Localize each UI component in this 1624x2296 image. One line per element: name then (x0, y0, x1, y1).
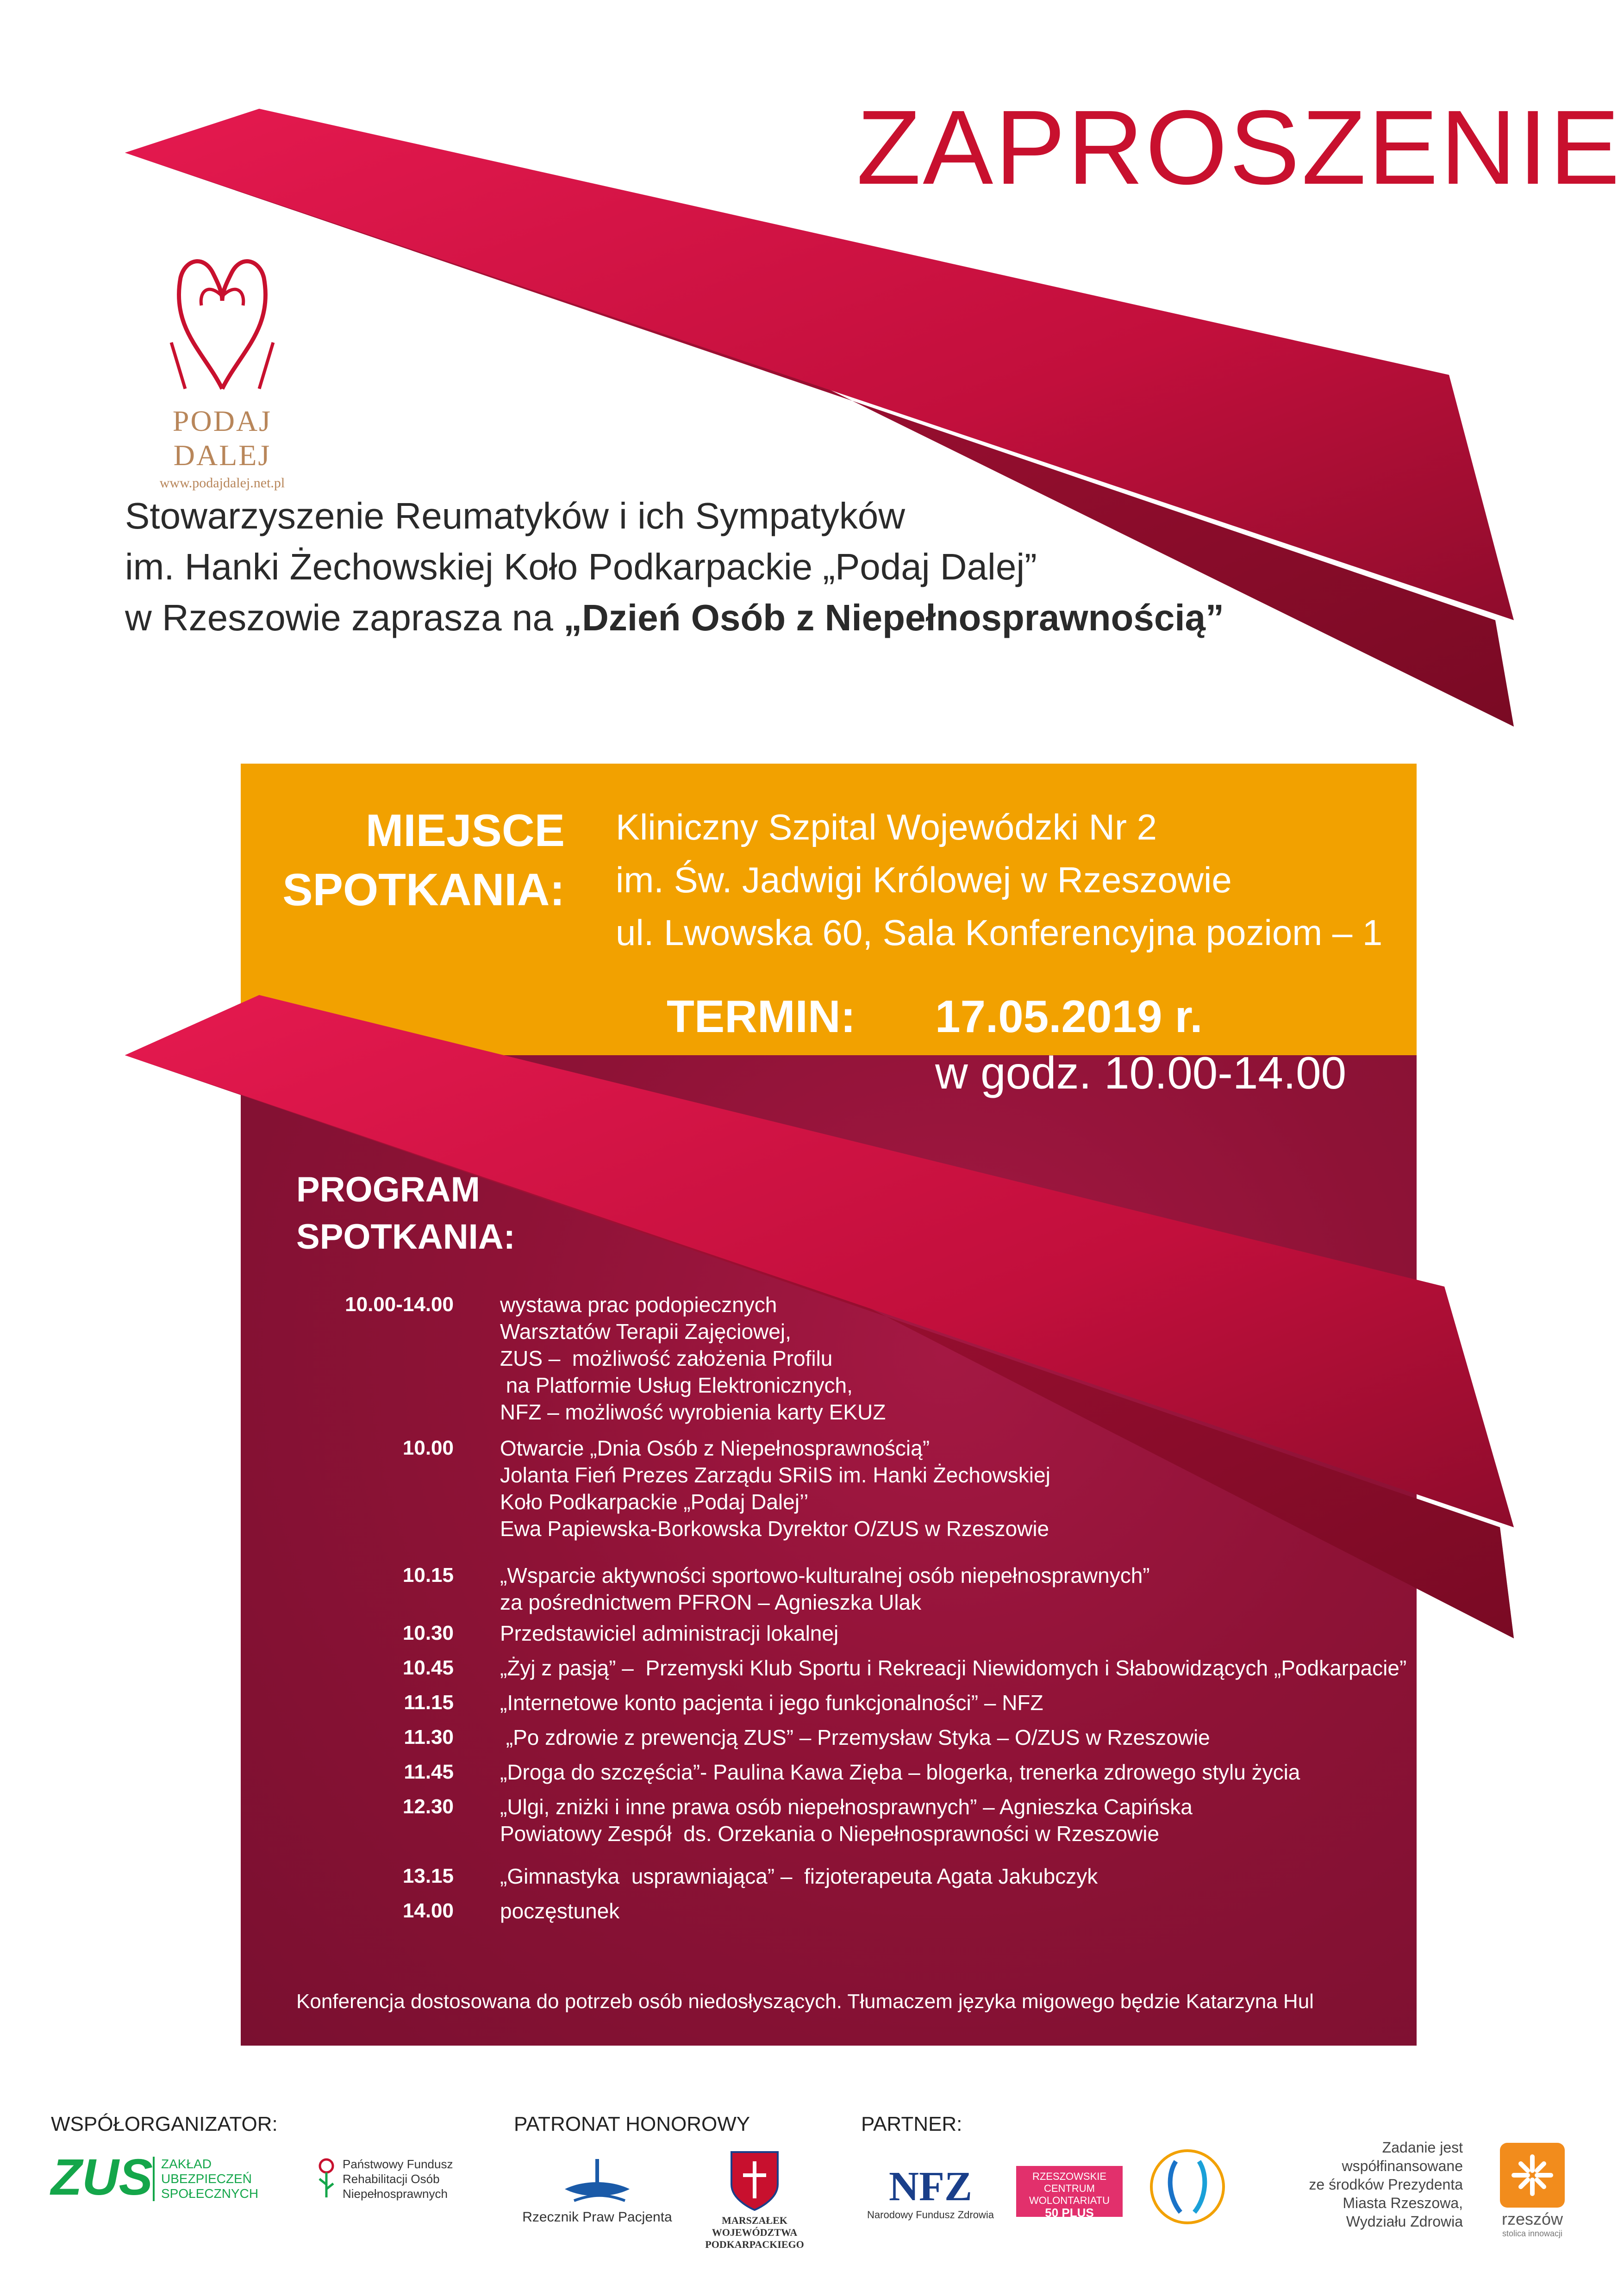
program-description-line: Powiatowy Zespół ds. Orzekania o Niepełnosprawności w Rzeszowie (500, 1822, 1160, 1846)
marszalek-text-line: WOJEWÓDZTWA (712, 2227, 798, 2238)
rzeszow-name: rzeszów (1501, 2209, 1563, 2228)
program-description-line: „Gimnastyka usprawniająca” – fizjoterapeuta Agata Jakubczyk (500, 1864, 1098, 1888)
marszalek-text-line: PODKARPACKIEGO (705, 2239, 804, 2250)
marszalek-text (694, 2215, 815, 2251)
program-item (259, 1689, 1407, 1716)
program-item (259, 1863, 1407, 1890)
program-title-line: PROGRAM (296, 1170, 480, 1209)
nfz-mark: NFZ (889, 2164, 972, 2209)
program-description-line: ZUS – możliwość założenia Profilu (500, 1346, 833, 1370)
program-time: 11.15 (404, 1691, 454, 1714)
coat-of-arms-icon (727, 2147, 782, 2212)
cofinancing-note (1241, 2138, 1463, 2231)
rzeszow-sub: stolica innowacji (1502, 2229, 1563, 2238)
cofin-line: ze środków Prezydenta (1309, 2176, 1463, 2193)
zus-text (153, 2157, 258, 2201)
intro-line: Stowarzyszenie Reumatyków i ich Sympatyków (125, 495, 906, 536)
cofin-line: Miasta Rzeszowa, (1343, 2195, 1463, 2211)
program-description-line: „Ulgi, zniżki i inne prawa osób niepełnosprawnych” – Agnieszka Capińska (500, 1795, 1193, 1819)
place-address-line: Kliniczny Szpital Wojewódzki Nr 2 (616, 807, 1157, 847)
program-description-line: „Żyj z pasją” – Przemyski Klub Sportu i Rekreacji Niewidomych i Słabowidzących „Podkarpacie” (500, 1656, 1407, 1680)
rzecznik-praw-pacjenta-logo (518, 2157, 676, 2225)
program-item (259, 1655, 1407, 1681)
program-description-line: „Droga do szczęścia”- Paulina Kawa Zięba – blogerka, trenerka zdrowego stylu życia (500, 1760, 1300, 1784)
program-description (500, 1724, 1426, 1751)
program-description (500, 1689, 1426, 1716)
place-label-line: SPOTKANIA: (282, 864, 565, 915)
program-item (259, 1724, 1407, 1751)
program-item (259, 1759, 1407, 1786)
place-address (616, 801, 1403, 959)
intro-line: im. Hanki Żechowskiej Koło Podkarpackie „Podaj Dalej” (125, 546, 1037, 587)
program-time: 10.15 (402, 1564, 454, 1587)
place-address-line: ul. Lwowska 60, Sala Konferencyjna poziom – 1 (616, 912, 1383, 953)
centrum-wolontariatu-logo (1016, 2166, 1123, 2220)
program-time: 10.30 (402, 1622, 454, 1644)
program-description-line: na Platformie Usług Elektronicznych, (500, 1373, 853, 1397)
program-description (500, 1655, 1426, 1681)
program-item (259, 1291, 1407, 1425)
program-time: 14.00 (402, 1899, 454, 1922)
rpp-text: Rzecznik Praw Pacjenta (522, 2209, 672, 2225)
invitation-title: ZAPROSZENIE (856, 89, 1622, 206)
program-time: 11.45 (404, 1761, 454, 1783)
program-description-line: Ewa Papiewska-Borkowska Dyrektor O/ZUS w Rzeszowie (500, 1517, 1049, 1541)
program-time: 10.00 (402, 1437, 454, 1459)
pfron-logo (315, 2157, 454, 2201)
pfron-text-line: Państwowy Fundusz (343, 2157, 453, 2171)
program-description-line: „Po zdrowie z prewencją ZUS” – Przemysław Styka – O/ZUS w Rzeszowie (500, 1725, 1210, 1749)
logo-url: www.podajdalej.net.pl (159, 475, 285, 491)
program-description-line: Warsztatów Terapii Zajęciowej, (500, 1319, 791, 1344)
nfz-logo (861, 2166, 1000, 2222)
cofin-line: Wydziału Zdrowia (1346, 2213, 1463, 2230)
place-label-line: MIEJSCE (365, 805, 565, 856)
rpp-emblem-icon (556, 2157, 639, 2208)
zus-mark: ZUS (51, 2149, 153, 2206)
program-item (259, 1898, 1407, 1924)
intro-line-prefix: w Rzeszowie zaprasza na (125, 597, 564, 638)
program-item (259, 1793, 1407, 1847)
program-time: 10.00-14.00 (345, 1293, 454, 1316)
nfz-text: Narodowy Fundusz Zdrowia (867, 2209, 994, 2221)
marszalek-text-line: MARSZAŁEK (722, 2215, 787, 2226)
rcw-text-line: CENTRUM (1044, 2183, 1095, 2194)
program-description-line: Przedstawiciel administracji lokalnej (500, 1621, 839, 1645)
place-address-line: im. Św. Jadwigi Królowej w Rzeszowie (616, 859, 1232, 900)
program-description-line: poczęstunek (500, 1899, 620, 1923)
term-hours: w godz. 10.00-14.00 (935, 1047, 1347, 1098)
term-label: TERMIN: (667, 991, 856, 1042)
program-description-line: wystawa prac podopiecznych (500, 1293, 777, 1317)
program-item (259, 1435, 1407, 1542)
pfron-flower-icon (315, 2157, 338, 2198)
rcw-text-line: WOLONTARIATU (1029, 2195, 1110, 2206)
coorganizer-label: WSPÓŁORGANIZATOR: (51, 2113, 278, 2135)
program-time: 12.30 (402, 1795, 454, 1818)
program-description-line: „Internetowe konto pacjenta i jego funkcjonalności” – NFZ (500, 1691, 1043, 1715)
zus-text-line: ZAKŁAD (161, 2157, 212, 2171)
faces-circle-logo-icon (1148, 2147, 1227, 2226)
rzeszow-star-icon (1500, 2143, 1565, 2208)
patronage-label: PATRONAT HONOROWY (514, 2113, 750, 2135)
cofin-line: współfinansowane (1342, 2158, 1463, 2174)
program-description-line: Jolanta Fień Prezes Zarządu SRiIS im. Hanki Żechowskiej (500, 1463, 1050, 1487)
pfron-text-line: Rehabilitacji Osób (343, 2172, 440, 2186)
program-item (259, 1620, 1407, 1647)
program-description (500, 1562, 1426, 1616)
place-label (259, 801, 565, 919)
program-description-line: „Wsparcie aktywności sportowo-kulturalnej osób niepełnosprawnych” (500, 1563, 1150, 1587)
program-item (259, 1562, 1407, 1616)
rzeszow-logo (1491, 2143, 1574, 2239)
program-title (296, 1166, 515, 1261)
program-description (500, 1793, 1426, 1847)
rzeszow-mark-icon (1500, 2143, 1565, 2208)
rcw-text-line: RZESZOWSKIE (1032, 2171, 1107, 2182)
cofin-line: Zadanie jest (1382, 2139, 1463, 2156)
term-date: 17.05.2019 r. (935, 991, 1203, 1042)
program-title-line: SPOTKANIA: (296, 1217, 515, 1257)
program-time: 13.15 (402, 1865, 454, 1887)
program-description-line: Otwarcie „Dnia Osób z Niepełnosprawnością” (500, 1436, 930, 1460)
zus-text-line: SPOŁECZNYCH (161, 2186, 259, 2201)
zus-text-line: UBEZPIECZEŃ (161, 2172, 252, 2186)
partner-label: PARTNER: (861, 2113, 962, 2135)
program-description-line: za pośrednictwem PFRON – Agnieszka Ulak (500, 1590, 922, 1614)
program-description (500, 1435, 1426, 1542)
program-description (500, 1863, 1426, 1890)
zus-logo (51, 2149, 282, 2206)
program-description-line: NFZ – możliwość wyrobienia karty EKUZ (500, 1400, 886, 1424)
program-description-line: Koło Podkarpackie „Podaj Dalej’’ (500, 1490, 809, 1514)
program-time: 11.30 (404, 1726, 454, 1748)
program-description (500, 1291, 1426, 1425)
program-description (500, 1759, 1426, 1786)
event-name: „Dzień Osób z Niepełnosprawnością” (563, 597, 1224, 638)
rcw-text-line: 50 PLUS (1045, 2206, 1094, 2220)
pfron-text-line: Niepełnosprawnych (343, 2187, 448, 2201)
program-time: 10.45 (402, 1656, 454, 1679)
program-description (500, 1898, 1426, 1924)
program-description (500, 1620, 1426, 1647)
marszalek-logo (694, 2147, 815, 2251)
closing-note: Konferencja dostosowana do potrzeb osób niedosłyszących. Tłumaczem języka migowego będzie Katarzyna Hul (296, 1990, 1314, 2013)
logo-name: PODAJ DALEJ (172, 404, 272, 472)
